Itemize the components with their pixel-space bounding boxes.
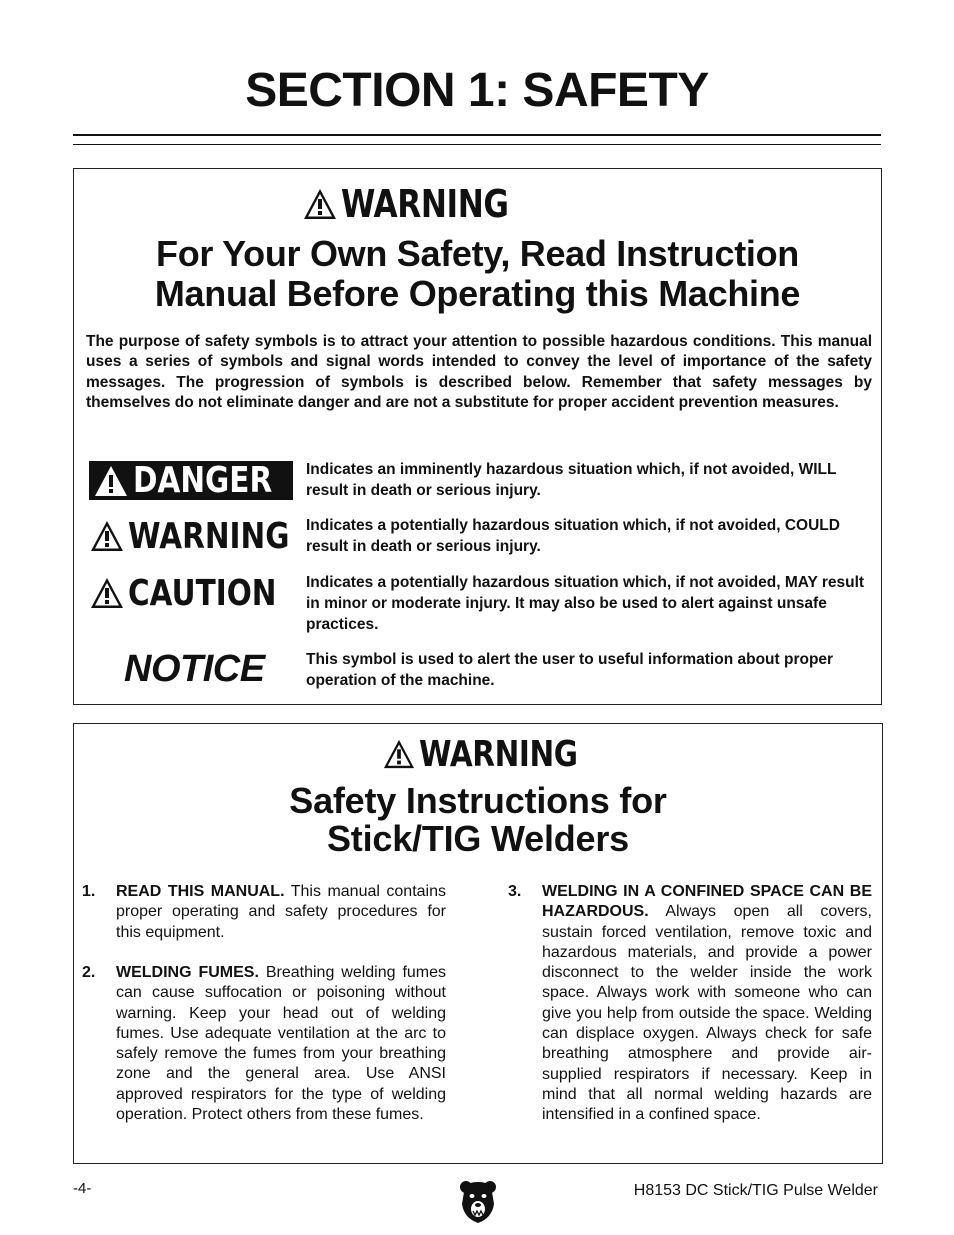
item-number: 3.: [508, 883, 522, 900]
box2-warning-heading: [382, 734, 642, 774]
box1-heading-line1: For Your Own Safety, Read Instruction: [156, 233, 799, 274]
box2-signal-word: WARNING: [419, 733, 578, 775]
header-rule-thick: [73, 134, 881, 136]
item-number: 2.: [82, 964, 96, 981]
danger-word: DANGER: [133, 460, 273, 501]
list-item: [82, 882, 446, 943]
box1-warning-heading: [302, 183, 642, 225]
box2-heading-line1: Safety Instructions for: [289, 780, 667, 821]
item-title: WELDING FUMES.: [116, 964, 259, 981]
item-title: WELDING IN A CONFINED SPACE CAN BE HAZARDOUS.: [542, 883, 872, 921]
danger-definition: Indicates an imminently hazardous situation which, if not avoided, WILL result in death or serious injury.: [306, 461, 837, 499]
warning-triangle-icon: [302, 187, 338, 221]
caution-label: [89, 573, 299, 613]
bear-head-icon: [458, 1178, 498, 1224]
intro-paragraph: The purpose of safety symbols is to attract your attention to possible hazardous conditions. This manual uses a series of symbols and signal words intended to convey the level of importance of the safety messages. The progression of symbols is described below. Remember that safety messages by themselves do not eliminate danger and are not a substitute for proper accident prevention measures.: [86, 333, 872, 411]
box1-heading: [73, 234, 882, 314]
danger-label: [89, 461, 293, 500]
header-rule-thin: [73, 144, 881, 145]
list-item: [82, 963, 446, 1125]
warning-triangle-icon: [382, 738, 416, 770]
box2-heading: [73, 782, 883, 858]
caution-word: CAUTION: [128, 572, 277, 614]
box1-heading-line2: Manual Before Operating this Machine: [154, 273, 801, 314]
caution-definition: Indicates a potentially hazardous situation which, if not avoided, MAY result in minor or moderate injury. It may also be used to alert against unsafe practices.: [306, 574, 865, 633]
warning-triangle-icon: [93, 464, 129, 498]
item-title: READ THIS MANUAL.: [116, 883, 285, 900]
warning-label: [89, 516, 299, 556]
page-number: -4-: [73, 1180, 92, 1197]
warning-triangle-icon: [89, 576, 125, 610]
warning-definition: Indicates a potentially hazardous situation which, if not avoided, COULD result in death or serious injury.: [306, 517, 840, 555]
item-body: Breathing welding fumes can cause suffocation or poisoning without warning. Keep your head out of welding fumes. Use adequate ventilation at the arc to safely remove the fumes from your breathing zone and the general area. Use ANSI approved respirators for the type of welding operation. Protect others from these fumes.: [116, 964, 447, 1124]
item-body: Always open all covers, sustain forced ventilation, remove toxic and hazardous materials, and provide a power disconnect to the welder inside the work space. Always work with someone who can give you help from outside the space. Welding can displace oxygen. Always check for safe breathing atmosphere and provide air-supplied respirators if necessary. Keep in mind that all normal welding hazards are intensified in a confined space.: [542, 903, 872, 1124]
notice-label: NOTICE: [124, 648, 265, 690]
box2-heading-line2: Stick/TIG Welders: [326, 818, 630, 859]
notice-definition: This symbol is used to alert the user to useful information about proper operation of the machine.: [306, 651, 834, 689]
warning-word: WARNING: [128, 515, 290, 557]
warning-triangle-icon: [89, 519, 125, 553]
list-item: [508, 882, 872, 1126]
box1-signal-word: WARNING: [341, 182, 509, 226]
footer-title: H8153 DC Stick/TIG Pulse Welder: [633, 1182, 878, 1199]
item-body: This manual contains proper operating and safety procedures for this equipment.: [116, 883, 447, 941]
section-title: SECTION 1: SAFETY: [245, 64, 709, 117]
item-number: 1.: [82, 883, 96, 900]
